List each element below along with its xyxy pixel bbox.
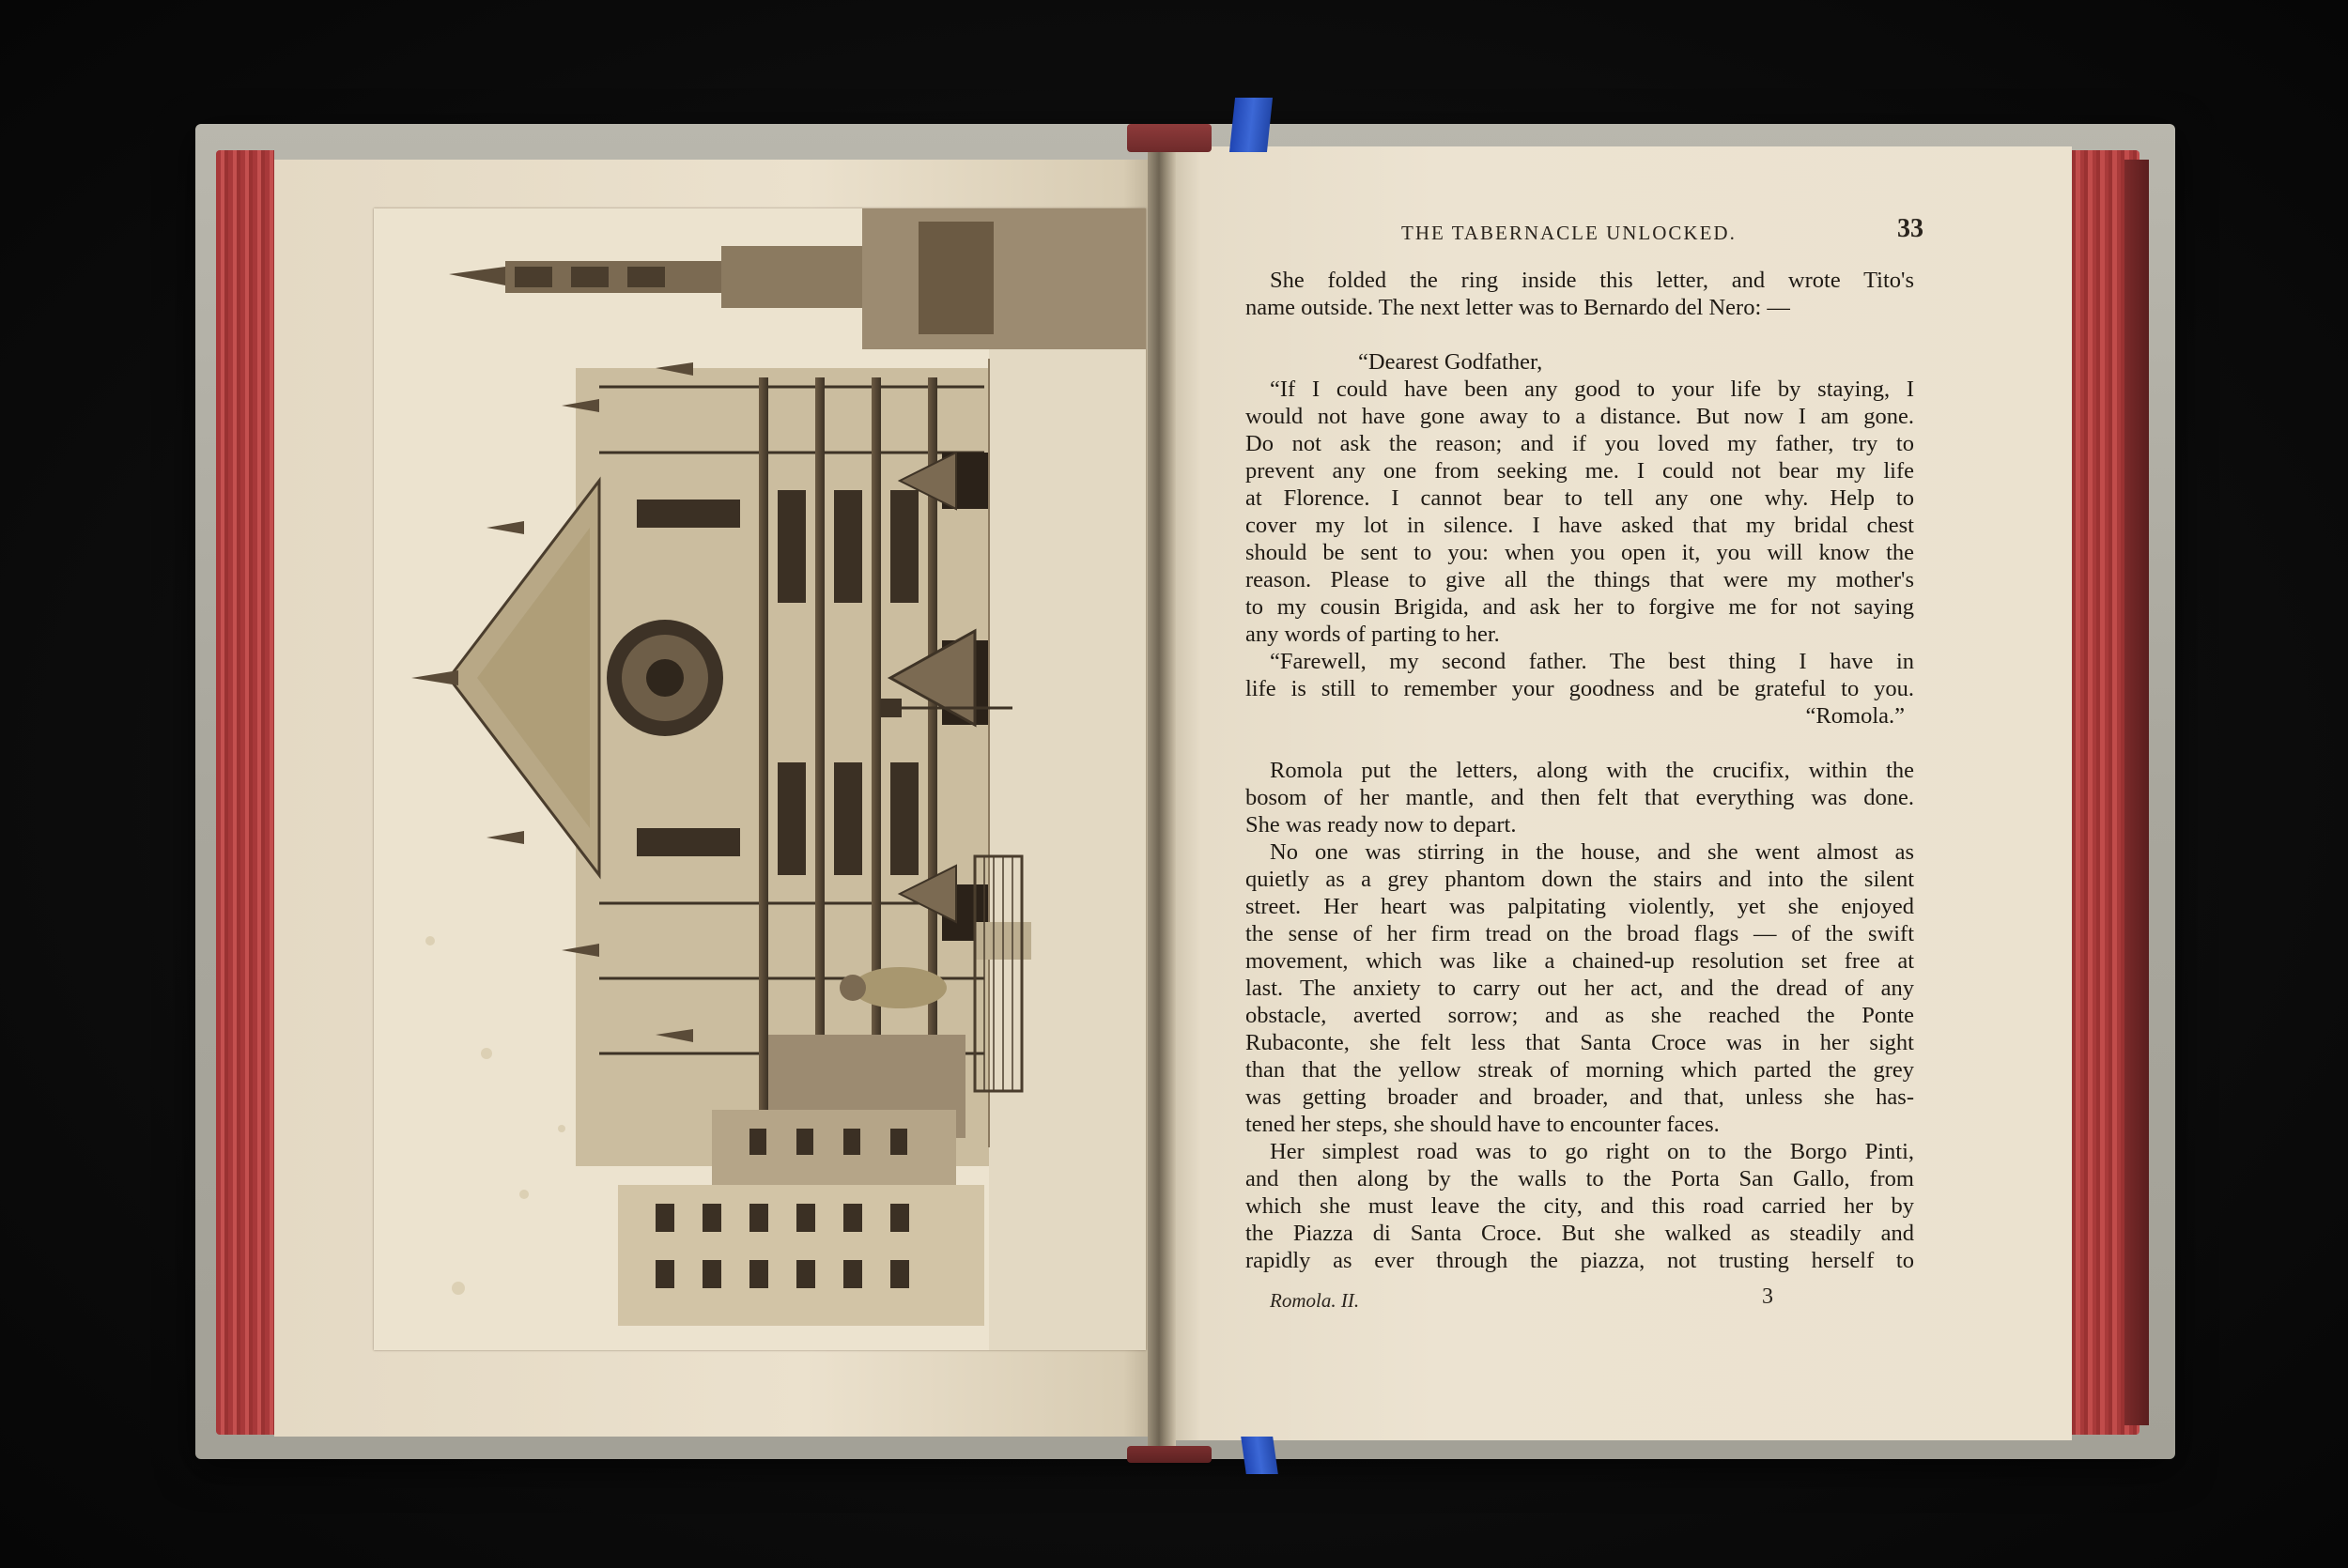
page-text-block (1245, 267, 1914, 1274)
text-gap (1245, 321, 1914, 348)
text-line: She was ready now to depart. (1245, 812, 1517, 838)
text-line: “Dearest Godfather, (1358, 349, 1543, 375)
text-line: Romola put the letters, along with the crucifix, within the (1270, 758, 1914, 783)
spine-headband-top (1127, 124, 1212, 152)
text-line: last. The anxiety to carry out her act, and the dread of any (1245, 976, 1914, 1001)
text-line: movement, which was like a chained-up resolution set free at (1245, 948, 1914, 974)
text-line: obstacle, averted sorrow; and as she reached the Ponte (1245, 1003, 1914, 1028)
text-line: quietly as a grey phantom down the stairs and into the silent (1245, 867, 1914, 892)
text-line: should be sent to you: when you open it, you will know the (1245, 540, 1914, 565)
signature-mark: Romola. II. (1270, 1289, 1360, 1312)
text-line: street. Her heart was palpitating violently, yet she enjoyed (1245, 894, 1914, 919)
text-gap (1245, 730, 1914, 757)
text-line: cover my lot in silence. I have asked that my bridal chest (1245, 513, 1914, 538)
text-line: than that the yellow streak of morning which parted the grey (1245, 1057, 1914, 1083)
right-board-edge (2124, 160, 2149, 1425)
facade-illustration (374, 208, 1146, 1350)
book-gutter (1148, 131, 1176, 1455)
text-line: “Romola.” (1805, 703, 1905, 729)
text-line: No one was stirring in the house, and she went almost as (1270, 839, 1914, 865)
santa-croce-photograph (374, 208, 1146, 1350)
text-line: She folded the ring inside this letter, and wrote Tito's (1270, 268, 1914, 293)
text-line: rapidly as ever through the piazza, not trusting herself to (1245, 1248, 1914, 1273)
text-line: tened her steps, she should have to encounter faces. (1245, 1112, 1720, 1137)
text-line: Do not ask the reason; and if you loved my father, try to (1245, 431, 1914, 456)
text-line: would not have gone away to a distance. But now I am gone. (1245, 404, 1914, 429)
text-line: name outside. The next letter was to Bernardo del Nero: — (1245, 295, 1790, 320)
text-line: any words of parting to her. (1245, 622, 1500, 647)
signature-number: 3 (1762, 1284, 1773, 1309)
running-head: THE TABERNACLE UNLOCKED. (1401, 222, 1737, 244)
text-line: “If I could have been any good to your life by staying, I (1270, 377, 1914, 402)
text-line: “Farewell, my second father. The best thing I have in (1270, 649, 1914, 674)
text-line: life is still to remember your goodness and be grateful to you. (1245, 676, 1914, 701)
left-page-edges (216, 150, 274, 1435)
text-line: Her simplest road was to go right on to the Borgo Pinti, (1270, 1139, 1914, 1164)
text-line: the Piazza di Santa Croce. But she walked as steadily and (1245, 1221, 1914, 1246)
spine-headband-bottom (1127, 1446, 1212, 1463)
text-line: was getting broader and broader, and that, unless she has- (1245, 1084, 1914, 1110)
ribbon-bookmark-bottom (1241, 1437, 1278, 1474)
ribbon-bookmark-top (1229, 98, 1273, 152)
text-line: which she must leave the city, and this road carried her by (1245, 1193, 1914, 1219)
text-line: to my cousin Brigida, and ask her to forgive me for not saying (1245, 594, 1914, 620)
page-number: 33 (1897, 214, 1923, 243)
text-line: and then along by the walls to the Porta San Gallo, from (1245, 1166, 1914, 1191)
text-line: Rubaconte, she felt less that Santa Croce was in her sight (1245, 1030, 1914, 1055)
text-line: at Florence. I cannot bear to tell any one why. Help to (1245, 485, 1914, 511)
text-line: prevent any one from seeking me. I could not bear my life (1245, 458, 1914, 484)
text-line: the sense of her firm tread on the broad flags — of the swift (1245, 921, 1914, 946)
text-line: reason. Please to give all the things that were my mother's (1245, 567, 1914, 592)
text-line: bosom of her mantle, and then felt that everything was done. (1245, 785, 1914, 810)
